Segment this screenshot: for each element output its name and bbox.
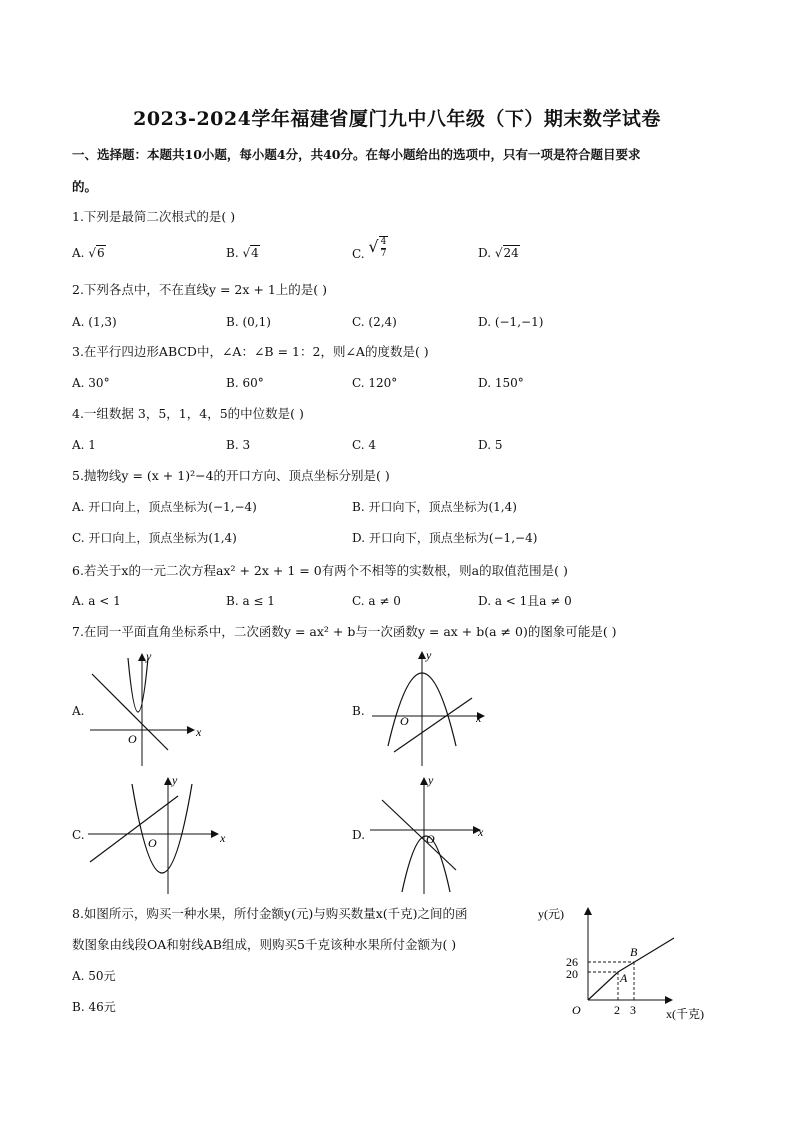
- tick-2: 2: [614, 1003, 620, 1017]
- q1-option-a[interactable]: [72, 244, 106, 262]
- question-8-stem-line1: 8.如图所示，购买一种水果，所付金额y(元)与购买数量x(千克)之间的函: [72, 906, 468, 921]
- q1-option-d[interactable]: [478, 244, 520, 262]
- question-7-stem: 7.在同一平面直角坐标系中，二次函数y = ax² + b与一次函数y = ax + b(a ≠ 0)的图象可能是( ): [72, 624, 617, 639]
- q1-c-numerator: 4: [380, 237, 387, 247]
- q5-option-b[interactable]: B. 开口向下，顶点坐标为(1,4): [352, 500, 517, 514]
- line: [90, 796, 178, 862]
- q4-option-a[interactable]: A. 1: [72, 438, 96, 452]
- q3-option-c[interactable]: C. 120°: [352, 376, 398, 390]
- question-8-stem-line2: 数图象由线段OA和射线AB组成，则购买5千克该种水果所付金额为( ): [72, 937, 457, 952]
- tick-3: 3: [630, 1003, 636, 1017]
- q7-option-b[interactable]: B.: [352, 704, 365, 718]
- q4-option-d[interactable]: D. 5: [478, 438, 503, 452]
- q5-option-c[interactable]: C. 开口向上，顶点坐标为(1,4): [72, 531, 237, 545]
- line: [382, 800, 456, 870]
- origin-label: O: [572, 1003, 581, 1017]
- q5-option-d[interactable]: D. 开口向下，顶点坐标为(−1,−4): [352, 531, 538, 545]
- q4-option-b[interactable]: B. 3: [226, 438, 251, 452]
- q1-b-radicand: 4: [251, 246, 259, 260]
- q1-option-c[interactable]: [352, 236, 388, 260]
- q6-option-c[interactable]: C. a ≠ 0: [352, 594, 401, 608]
- q2-option-d[interactable]: D. (−1,−1): [478, 315, 544, 329]
- q2-option-b[interactable]: B. (0,1): [226, 315, 271, 329]
- question-5-stem: 5.抛物线y = (x + 1)²−4的开口方向、顶点坐标分别是( ): [72, 468, 390, 483]
- sqrt-symbol: √: [368, 237, 379, 256]
- question-1-stem: 1.下列是最简二次根式的是( ): [72, 209, 236, 224]
- y-label: y: [172, 773, 178, 787]
- origin-label: O: [148, 836, 157, 850]
- q6-option-b[interactable]: B. a ≤ 1: [226, 594, 275, 608]
- question-6-stem: 6.若关于x的一元二次方程ax² + 2x + 1 = 0有两个不相等的实数根，则a的取值范围是( ): [72, 563, 568, 578]
- sqrt-symbol: √: [88, 246, 96, 260]
- q6-option-a[interactable]: A. a < 1: [72, 594, 121, 608]
- x-label: x: [220, 831, 226, 845]
- q8-option-a[interactable]: A. 50元: [72, 969, 116, 983]
- question-4-stem: 4.一组数据 3，5，1，4，5的中位数是( ): [72, 406, 304, 421]
- q1-c-denominator: 7: [380, 249, 387, 259]
- x-axis-label: x(千克): [666, 1007, 704, 1021]
- q3-option-d[interactable]: D. 150°: [478, 376, 524, 390]
- q1-option-b-label: B.: [226, 246, 239, 260]
- q5-option-a[interactable]: A. 开口向上，顶点坐标为(−1,−4): [72, 500, 257, 514]
- x-label: x: [196, 725, 202, 739]
- y-label: y: [428, 773, 434, 787]
- y-label: y: [146, 649, 152, 663]
- x-label: x: [478, 825, 484, 839]
- q7-option-c[interactable]: C.: [72, 828, 85, 842]
- section-instructions-line1: 一、选择题：本题共10小题，每小题4分，共40分。在每小题给出的选项中，只有一项是符合题目要求: [72, 147, 641, 162]
- q2-option-a[interactable]: A. (1,3): [72, 315, 117, 329]
- origin-label: O: [426, 832, 435, 846]
- point-a-label: A: [620, 971, 628, 985]
- sqrt-symbol: √: [242, 246, 251, 260]
- q3-option-b[interactable]: B. 60°: [226, 376, 264, 390]
- x-label: x: [476, 711, 482, 725]
- question-3-stem: 3.在平行四边形ABCD中，∠A：∠B = 1：2，则∠A的度数是( ): [72, 344, 429, 359]
- q7-graph-a: [86, 648, 206, 768]
- y-axis-label: y(元): [538, 907, 564, 921]
- q1-d-radicand: 24: [503, 246, 519, 260]
- page-title: 2023-2024学年福建省厦门九中八年级（下）期末数学试卷: [133, 108, 661, 130]
- section-instructions-line2: 的。: [72, 179, 98, 194]
- q1-a-radicand: 6: [96, 246, 105, 260]
- origin-label: O: [128, 732, 137, 746]
- q8-option-b[interactable]: B. 46元: [72, 1000, 116, 1014]
- q7-graph-c: [86, 772, 226, 896]
- q1-option-c-label: C.: [352, 247, 365, 261]
- question-2-stem: 2.下列各点中，不在直线y = 2x + 1上的是( ): [72, 282, 328, 297]
- q4-option-c[interactable]: C. 4: [352, 438, 377, 452]
- q1-option-d-label: D.: [478, 246, 492, 260]
- parabola: [132, 784, 192, 873]
- sqrt-symbol: √: [494, 246, 503, 260]
- q1-option-b[interactable]: [226, 244, 260, 262]
- q7-graph-d: [368, 772, 492, 896]
- y-label: y: [426, 648, 432, 662]
- q7-graph-b: [370, 648, 490, 768]
- q6-option-d[interactable]: D. a < 1且a ≠ 0: [478, 594, 572, 608]
- point-b-label: B: [630, 945, 638, 959]
- q3-option-a[interactable]: A. 30°: [72, 376, 110, 390]
- origin-label: O: [400, 714, 409, 728]
- tick-20: 20: [566, 967, 578, 981]
- q7-option-a[interactable]: A.: [72, 704, 85, 718]
- q7-option-d[interactable]: D.: [352, 828, 366, 842]
- tick-26: 26: [566, 955, 578, 969]
- q2-option-c[interactable]: C. (2,4): [352, 315, 397, 329]
- q8-graph: [532, 900, 732, 1026]
- q1-option-a-label: A.: [72, 246, 85, 260]
- parabola: [128, 658, 148, 712]
